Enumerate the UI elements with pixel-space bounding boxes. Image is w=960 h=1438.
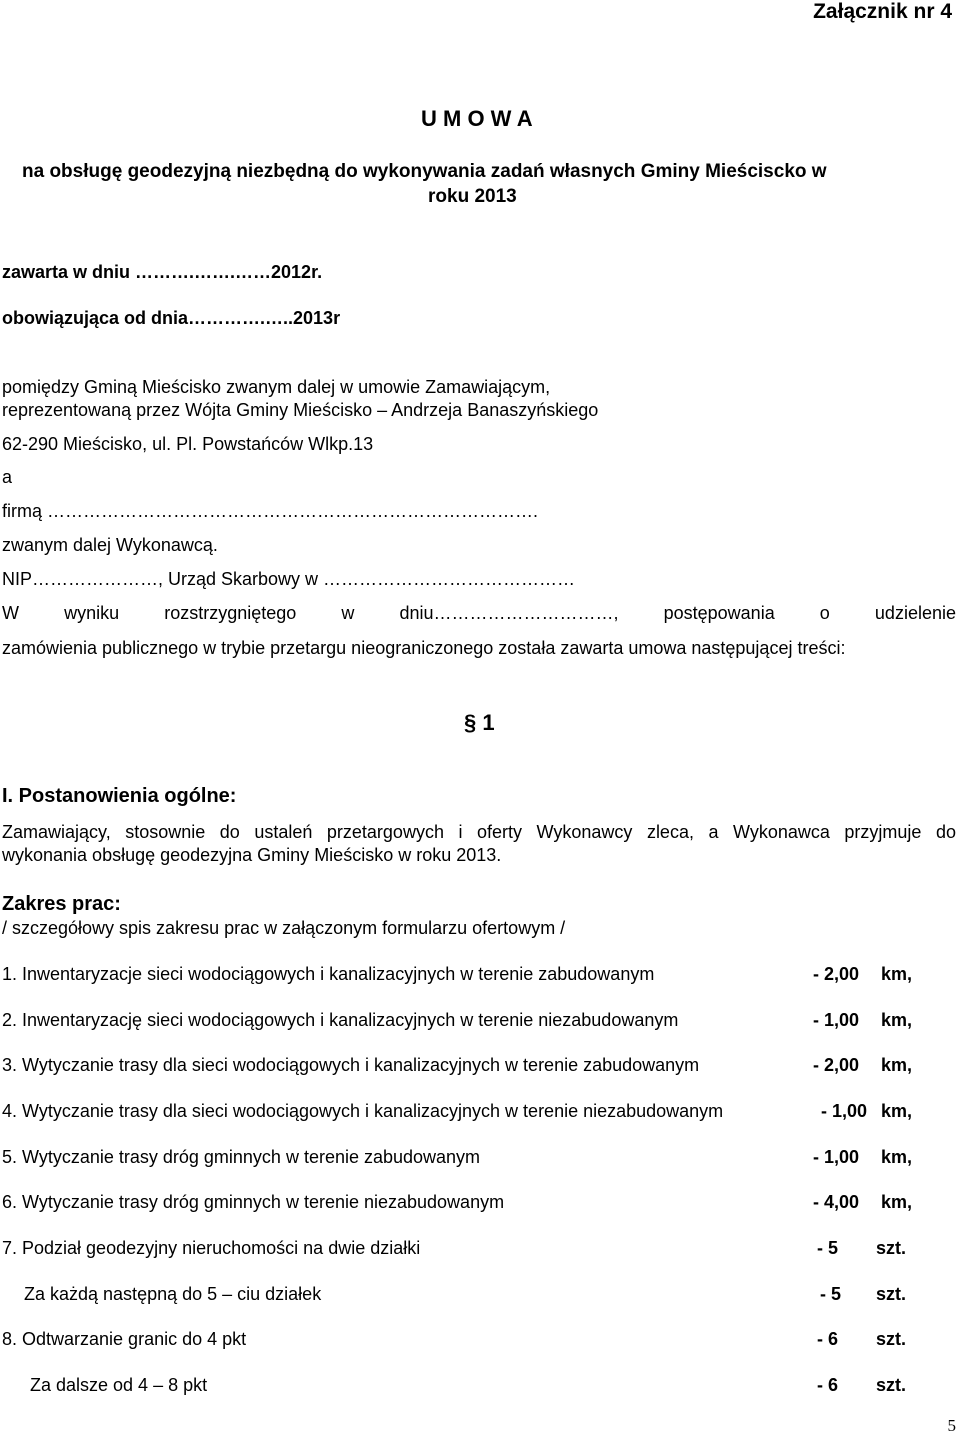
work-item-7b-unit: szt. [876,1284,907,1304]
attachment-label: Załącznik nr 4 [813,0,952,23]
concluded-date: zawarta w dniu ……….…….……2012r. [2,262,323,282]
work-item-6-unit: km, [881,1192,913,1212]
valid-from-date: obowiązująca od dnia………….…..2013r [2,308,341,328]
work-item-4-unit: km, [881,1101,913,1121]
work-item-4-text: 4. Wytyczanie trasy dla sieci wodociągowych i kanalizacyjnych w terenie niezabudowanym [2,1101,724,1121]
parties-line-1: pomiędzy Gminą Mieścisko zwanym dalej w umowie Zamawiającym, [2,377,551,397]
work-item-2-text: 2. Inwentaryzację sieci wodociągowych i kanalizacyjnych w terenie niezabudowanym [2,1010,679,1030]
section-heading: I. Postanowienia ogólne: [2,785,237,807]
work-item-8-qty: - 6 [817,1329,839,1349]
contractor-firm: firmą ………………………………………………………………………. [2,501,539,521]
work-item-6-text: 6. Wytyczanie trasy dróg gminnych w terenie niezabudowanym [2,1192,505,1212]
work-item-7-qty: - 5 [817,1238,839,1258]
work-item-1-qty: - 2,00 [813,964,860,984]
scope-note: / szczegółowy spis zakresu prac w załączonym formularzu ofertowym / [2,918,566,938]
parties-and: a [2,467,13,487]
work-item-8-text: 8. Odtwarzanie granic do 4 pkt [2,1329,247,1349]
work-item-6-qty: - 4,00 [813,1192,860,1212]
subtitle-line-1: na obsługę geodezyjną niezbędną do wykonywania zadań własnych Gminy Mieściscko w [22,161,827,182]
work-item-7b-text: Za każdą następną do 5 – ciu działek [24,1284,322,1304]
work-item-3-text: 3. Wytyczanie trasy dla sieci wodociągowych i kanalizacyjnych w terenie zabudowanym [2,1055,700,1075]
tender-line-2: zamówienia publicznego w trybie przetargu nieograniczonego została zawarta umowa następującej treści: [2,638,846,658]
general-line-2: wykonania obsługę geodezyjna Gminy Mieścisko w roku 2013. [2,845,502,865]
page-number: 5 [947,1416,956,1435]
work-item-7-text: 7. Podział geodezyjny nieruchomości na dwie działki [2,1238,421,1258]
contractor-label: zwanym dalej Wykonawcą. [2,535,218,555]
work-item-1-text: 1. Inwentaryzacje sieci wodociągowych i kanalizacyjnych w terenie zabudowanym [2,964,655,984]
parties-line-2: reprezentowaną przez Wójta Gminy Mieścisko – Andrzeja Banaszyńskiego [2,400,599,420]
work-item-8-unit: szt. [876,1329,907,1349]
general-line-1: Zamawiający, stosownie do ustaleń przetargowych i oferty Wykonawcy zleca, a Wykonawca przyjmuje do [2,822,956,842]
subtitle-line-2: roku 2013 [428,186,517,207]
work-item-3-qty: - 2,00 [813,1055,860,1075]
work-item-8b-text: Za dalsze od 4 – 8 pkt [30,1375,208,1395]
tender-line-1: W wyniku rozstrzygniętego w dniu…………………………, postępowania o udzielenie [2,603,956,623]
document-title: U M O W A [421,106,533,131]
work-item-5-unit: km, [881,1147,913,1167]
work-item-8b-unit: szt. [876,1375,907,1395]
nip-tax-office: NIP…………………, Urząd Skarbowy w …………………………………… [2,569,576,589]
orderer-address: 62-290 Mieścisko, ul. Pl. Powstańców Wlkp.13 [2,434,374,454]
work-item-5-text: 5. Wytyczanie trasy dróg gminnych w terenie zabudowanym [2,1147,481,1167]
work-item-2-unit: km, [881,1010,913,1030]
work-item-1-unit: km, [881,964,913,984]
scope-heading: Zakres prac: [2,893,121,915]
work-item-7b-qty: - 5 [820,1284,842,1304]
work-item-7-unit: szt. [876,1238,907,1258]
work-item-2-qty: - 1,00 [813,1010,860,1030]
work-item-4-qty: - 1,00 [821,1101,868,1121]
work-item-3-unit: km, [881,1055,913,1075]
section-mark: § 1 [464,710,495,735]
work-item-8b-qty: - 6 [817,1375,839,1395]
work-item-5-qty: - 1,00 [813,1147,860,1167]
